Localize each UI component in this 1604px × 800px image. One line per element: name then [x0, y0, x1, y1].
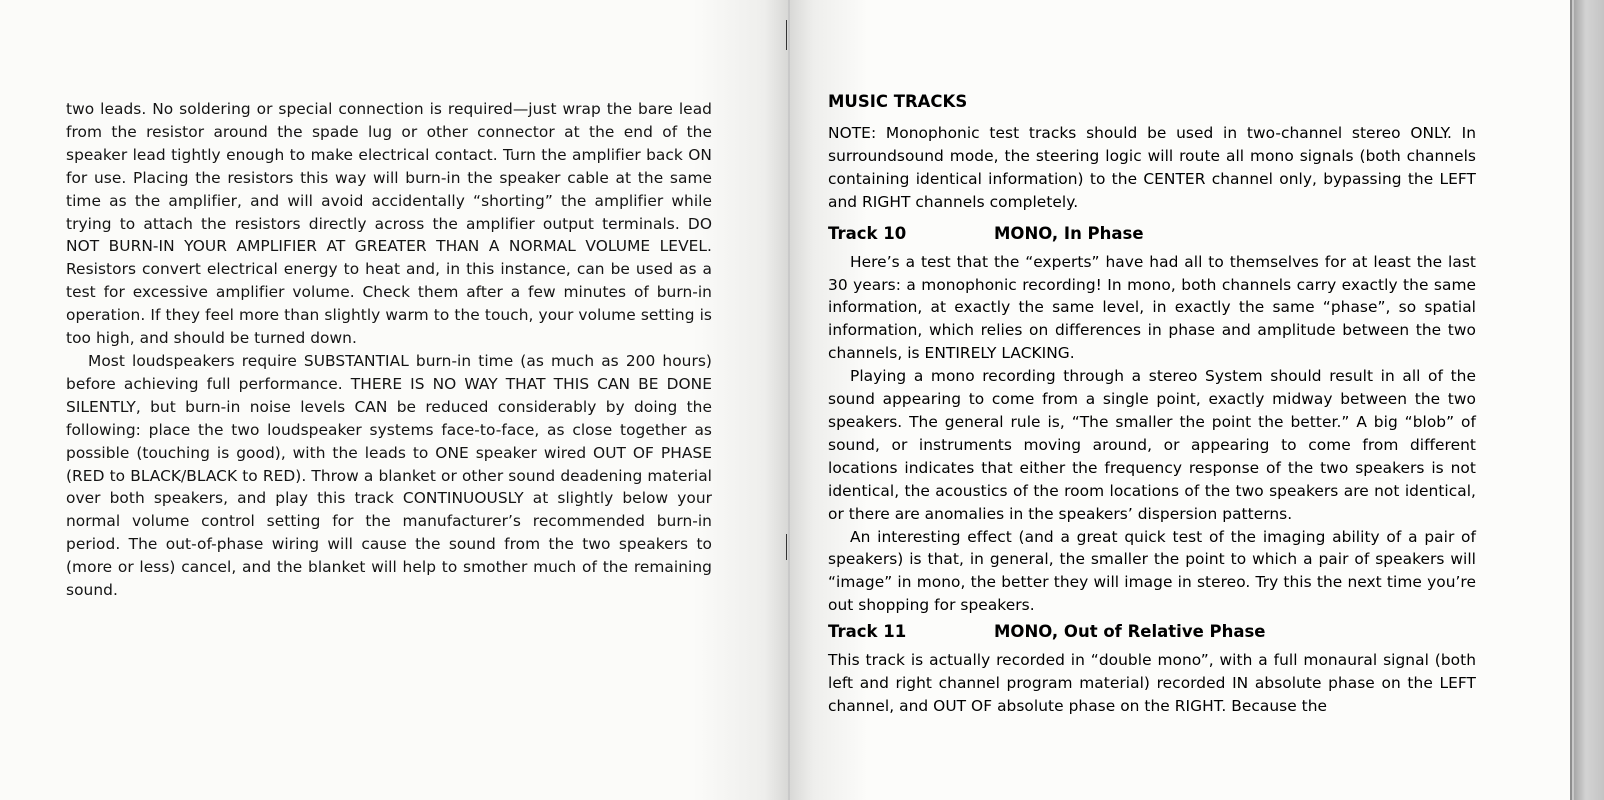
left-page: [0, 0, 788, 800]
track-10-number: Track 10: [828, 223, 907, 243]
track-11-paragraph-1: This track is actually recorded in “double mono”, with a full monaural signal (both left and right channel program material) recorded IN absolute phase on the LEFT channel, and OUT OF absolute phase on the RIGHT. Because the: [828, 651, 1476, 715]
note-block: [828, 122, 1476, 214]
track-10-paragraph-2: Playing a mono recording through a stereo System should result in all of the sound appearing to come from a single point, exactly midway between the two speakers. The general rule is, “The smaller the point the better.” A big “blob” of sound, or instruments moving around, or appearing to come from different locations indicates that either the frequency response of the two speakers is not identical, the acoustics of the room locations of the two speakers are not identical, or there are anomalies in the speakers’ dispersion patterns.: [828, 367, 1476, 523]
left-paragraph-2: Most loudspeakers require SUBSTANTIAL burn-in time (as much as 200 hours) before achieving full performance. THERE IS NO WAY THAT THIS CAN BE DONE SILENTLY, but burn-in noise levels CAN be reduced considerably by doing the following: place the two loudspeaker systems face-to-face, as close together as possible (touching is good), with the leads to ONE speaker wired OUT OF PHASE (RED to BLACK/BLACK to RED). Throw a blanket or other sound deadening material over both speakers, and play this track CONTINUOUSLY at slightly below your normal volume control setting for the manufacturer’s recommended burn-in period. The out-of-phase wiring will cause the sound from the two speakers to (more or less) cancel, and the blanket will help to smother much of the remaining sound.: [66, 351, 712, 600]
left-paragraph-1: two leads. No soldering or special connection is required—just wrap the bare lead from the resistor around the spade lug or other connector at the end of the speaker lead tightly enough to make electrical contact. Turn the amplifier back ON for use. Placing the resistors this way will burn-in the speaker cable at the same time as the amplifier, and will avoid accidentally “shorting” the amplifier while trying to attach the resistors directly across the amplifier output terminals. DO NOT BURN-IN YOUR AMPLIFIER AT GREATER THAN A NORMAL VOLUME LEVEL. Resistors convert electrical energy to heat and, in this instance, can be used as a test for excessive amplifier volume. Check them after a few minutes of burn-in operation. If they feel more than slightly warm to the touch, your volume setting is too high, and should be turned down.: [66, 100, 712, 348]
page-edge-shadow: [1574, 0, 1604, 800]
note-paragraph: NOTE: Monophonic test tracks should be used in two-channel stereo ONLY. In surroundsound mode, the steering logic will route all mono signals (both channels containing identical information) to the CENTER channel only, bypassing the LEFT and RIGHT channels completely.: [828, 124, 1476, 211]
track-11-header: [828, 621, 1476, 643]
spine-crease-bottom: [786, 534, 787, 560]
left-page-text: [66, 98, 712, 602]
track-10-title: MONO, In Phase: [994, 223, 1144, 243]
track-11-title: MONO, Out of Relative Phase: [994, 622, 1266, 642]
right-page-text: [828, 91, 1476, 718]
track-10-paragraph-1: Here’s a test that the “experts” have had all to themselves for at least the last 30 years: a monophonic recording! In mono, both channels carry exactly the same information, at exactly the same level, in exactly the same “phase”, so spatial information, which relies on differences in phase and amplitude between the two channels, is ENTIRELY LACKING.: [828, 252, 1476, 363]
track-10-paragraph-3: An interesting effect (and a great quick test of the imaging ability of a pair of speakers) is that, in general, the smaller the point to which a pair of speakers will “image” in mono, the better they will image in stereo. Try this the next time you’re out shopping for speakers.: [828, 527, 1476, 615]
track-11-text: [828, 649, 1476, 718]
track-11-number: Track 11: [828, 622, 907, 642]
section-heading: MUSIC TRACKS: [828, 92, 968, 111]
track-10-header: [828, 223, 1476, 245]
spine-crease-top: [786, 20, 787, 50]
track-10-text: [828, 251, 1476, 618]
